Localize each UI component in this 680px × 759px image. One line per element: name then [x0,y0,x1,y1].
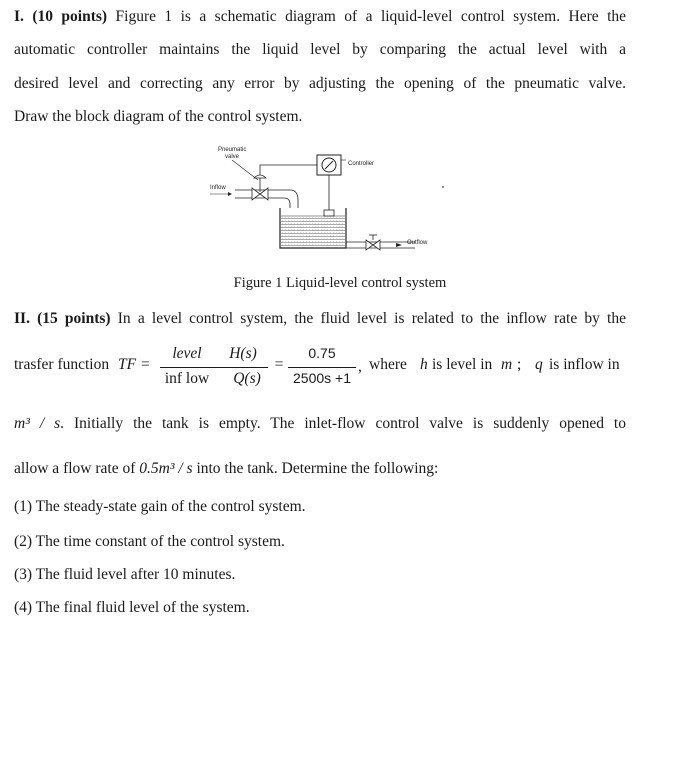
liquid-level-schematic [200,142,450,264]
frac2-denominator: Q(s) [233,370,261,387]
q1-line-3: desired level and correcting any error by adjusting the opening of the pneumatic valve. [14,75,626,92]
question-item-2: (2) The time constant of the control system. [14,533,285,550]
semicolon: ; [517,356,522,373]
valve-label-1: Pneumatic [218,147,247,153]
q2-label: II. (15 points) [14,310,111,327]
frac1-bar [160,367,268,368]
frac3-bar [288,367,356,368]
frac1-denominator: inf low [164,370,210,387]
unit-symbol: m³ / s [14,415,61,432]
q2-line-1 [14,310,626,328]
frac2-numerator: H(s) [229,345,257,362]
where-text: where [369,356,407,373]
q1-label: I. (10 points) [14,8,108,25]
flow-line-post: into the tank. Determine the following: [196,460,439,477]
outflow-valve-icon [366,240,380,250]
h-symbol: h [420,356,428,373]
m-symbol: m [501,356,513,373]
question-item-1: (1) The steady-state gain of the control system. [14,498,306,515]
valve-label-2: valve [225,154,240,160]
frac3-denominator: 2500s +1 [293,370,351,386]
tf-symbol: TF = [118,356,151,373]
q1-line1-text: Figure 1 is a schematic diagram of a liquid-level control system. Here the [115,8,627,25]
tf-comma: , [358,358,362,375]
outflow-label: Outflow [407,240,428,246]
q1-line-4: Draw the block diagram of the control system. [14,108,303,125]
tank-liquid [281,216,345,247]
float-icon [324,210,334,216]
q-symbol: q [535,356,543,373]
valve-actuator [254,175,266,178]
signal-line [260,165,317,178]
q2-flow-line [14,460,438,478]
frac1-numerator: level [172,345,202,362]
tf-prefix: trasfer function [14,356,110,373]
is-inflow-in: is inflow in [549,356,620,373]
q1-line-2: automatic controller maintains the liquid level by comparing the actual level with a [14,41,626,58]
inflow-arrowhead [228,192,232,196]
units-line-text: . Initially the tank is empty. The inlet-flow control valve is suddenly opened to [60,415,626,432]
equals-sign: = [274,356,284,373]
flow-line-pre: allow a flow rate of [14,460,136,477]
inflow-label: Inflow [210,185,226,191]
q2-line1-text: In a level control system, the fluid level is related to the inflow rate by the [117,310,626,327]
controller-label: Controller [348,161,375,167]
question-item-3: (3) The fluid level after 10 minutes. [14,566,236,583]
is-level-in: is level in [432,356,493,373]
frac3-numerator: 0.75 [308,345,336,361]
q2-units-line [14,415,626,433]
figure-caption: Figure 1 Liquid-level control system [233,275,447,291]
flow-value: 0.5m³ / s [139,460,193,477]
question-item-4: (4) The final fluid level of the system. [14,599,250,616]
q1-line-1 [14,8,626,26]
outflow-arrowhead [396,243,402,247]
valve-pointer [232,160,258,180]
